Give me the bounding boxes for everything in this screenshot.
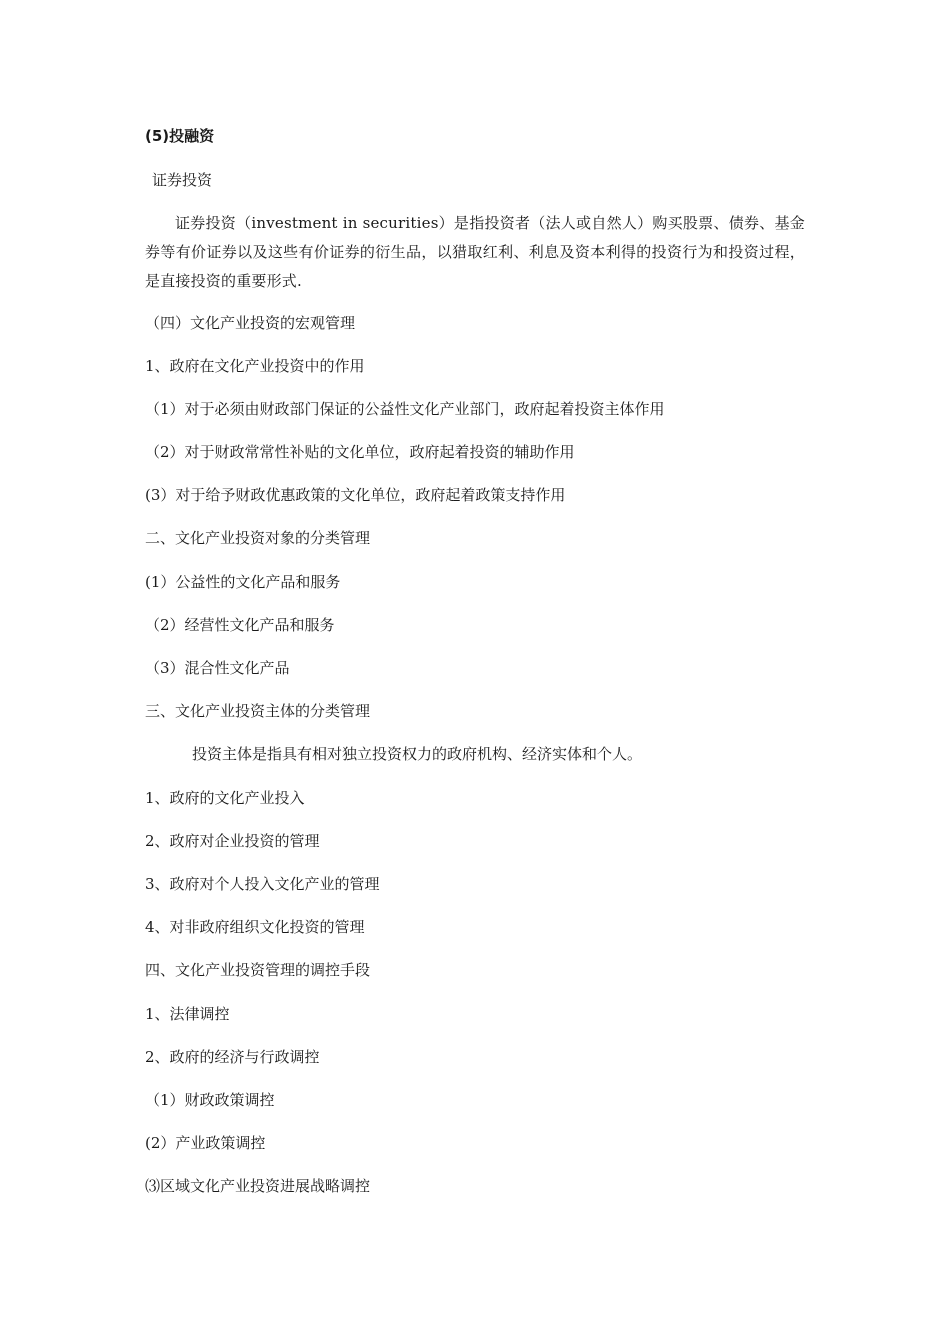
subheading: 证券投资 <box>152 171 213 189</box>
text-line: （1）对于必须由财政部门保证的公益性文化产业部门，政府起着投资主体作用 <box>145 400 665 418</box>
text-line: (3）对于给予财政优惠政策的文化单位，政府起着政策支持作用 <box>145 486 566 504</box>
section-heading: (5)投融资 <box>145 127 215 145</box>
text-line: 二、文化产业投资对象的分类管理 <box>145 529 371 547</box>
text-line: (1）公益性的文化产品和服务 <box>145 573 341 591</box>
indented-text-line: 投资主体是指具有相对独立投资权力的政府机构、经济实体和个人。 <box>192 745 643 763</box>
text-line: （2）对于财政常常性补贴的文化单位，政府起着投资的辅助作用 <box>145 443 575 461</box>
text-line: 四、文化产业投资管理的调控手段 <box>145 961 371 979</box>
text-line: (2）产业政策调控 <box>145 1134 266 1152</box>
text-line: ⑶区域文化产业投资进展战略调控 <box>145 1177 371 1195</box>
text-line: （3）混合性文化产品 <box>145 659 290 677</box>
text-line: 1、政府的文化产业投入 <box>145 789 305 807</box>
text-line: 1、法律调控 <box>145 1005 230 1023</box>
text-line: （2）经营性文化产品和服务 <box>145 616 335 634</box>
text-line: 2、政府对企业投资的管理 <box>145 832 320 850</box>
text-line: （四）文化产业投资的宏观管理 <box>145 314 356 332</box>
text-line: 3、政府对个人投入文化产业的管理 <box>145 875 380 893</box>
text-line: 1、政府在文化产业投资中的作用 <box>145 357 365 375</box>
text-line: 2、政府的经济与行政调控 <box>145 1048 320 1066</box>
text-line: 4、对非政府组织文化投资的管理 <box>145 918 365 936</box>
text-line: 三、文化产业投资主体的分类管理 <box>145 702 371 720</box>
text-line: （1）财政政策调控 <box>145 1091 275 1109</box>
definition-paragraph: 证券投资（investment in securities）是指投资者（法人或自然人）购买股票、债券、基金券等有价证券以及这些有价证券的衍生品，以猎取红利、利息及资本利得的投资行为和投资过程，是直接投资的重要形式. <box>145 214 805 290</box>
